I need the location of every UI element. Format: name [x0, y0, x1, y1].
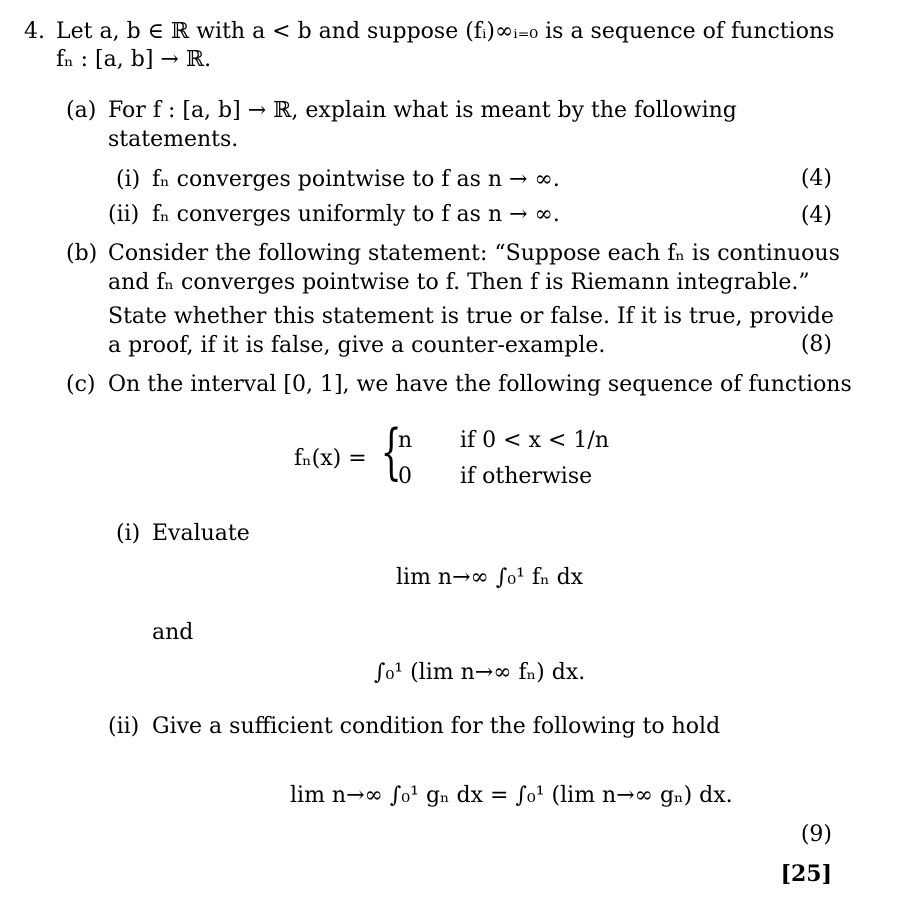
part-a-ii-label: (ii): [108, 202, 140, 227]
piecewise-case2-cond: if otherwise: [460, 464, 593, 489]
piecewise-case1-cond: if 0 < x < 1/n: [460, 428, 609, 453]
part-b-line3: State whether this statement is true or false. If it is true, provide: [108, 304, 834, 329]
part-b-line1: Consider the following statement: “Suppose each fₙ is continuous: [108, 241, 840, 266]
part-b-label: (b): [66, 241, 98, 266]
part-c-label: (c): [66, 372, 96, 397]
piecewise-brace: {: [380, 417, 402, 487]
part-a-i-text: fₙ converges pointwise to f as n → ∞.: [152, 167, 560, 192]
part-c-i-label: (i): [116, 521, 141, 546]
piecewise-case1-value: n: [398, 428, 413, 453]
question-intro-line1: Let a, b ∈ ℝ with a < b and suppose (fᵢ)∞ᵢ₌₀ is a sequence of functions: [56, 19, 835, 44]
part-c-i-text: Evaluate: [152, 521, 250, 546]
part-c-text: On the interval [0, 1], we have the following sequence of functions: [108, 372, 852, 397]
part-c-marks: (9): [800, 822, 832, 847]
part-c-i-expr1: lim n→∞ ∫₀¹ fₙ dx: [396, 565, 584, 590]
part-a-text-line1: For f : [a, b] → ℝ, explain what is meant by the following: [108, 98, 737, 123]
part-a-label: (a): [66, 98, 97, 123]
part-b-line2: and fₙ converges pointwise to f. Then f is Riemann integrable.”: [108, 270, 810, 295]
question-number: 4.: [24, 19, 45, 44]
part-a-text-line2: statements.: [108, 127, 239, 152]
piecewise-case2-value: 0: [398, 464, 412, 489]
total-marks: [25]: [780, 861, 832, 887]
piecewise-lhs: fₙ(x) =: [294, 446, 367, 471]
part-a-i-marks: (4): [800, 166, 832, 191]
part-c-ii-label: (ii): [108, 714, 140, 739]
part-b-line4: a proof, if it is false, give a counter-example.: [108, 333, 606, 358]
part-c-ii-expr: lim n→∞ ∫₀¹ gₙ dx = ∫₀¹ (lim n→∞ gₙ) dx.: [290, 783, 733, 808]
part-a-ii-marks: (4): [800, 203, 832, 228]
part-c-ii-text: Give a sufficient condition for the following to hold: [152, 714, 721, 739]
part-a-ii-text: fₙ converges uniformly to f as n → ∞.: [152, 202, 560, 227]
part-b-marks: (8): [800, 332, 832, 357]
part-c-i-expr2: ∫₀¹ (lim n→∞ fₙ) dx.: [374, 660, 586, 685]
part-a-i-label: (i): [116, 167, 141, 192]
part-c-i-and: and: [152, 620, 194, 645]
question-intro-line2: fₙ : [a, b] → ℝ.: [56, 47, 212, 72]
